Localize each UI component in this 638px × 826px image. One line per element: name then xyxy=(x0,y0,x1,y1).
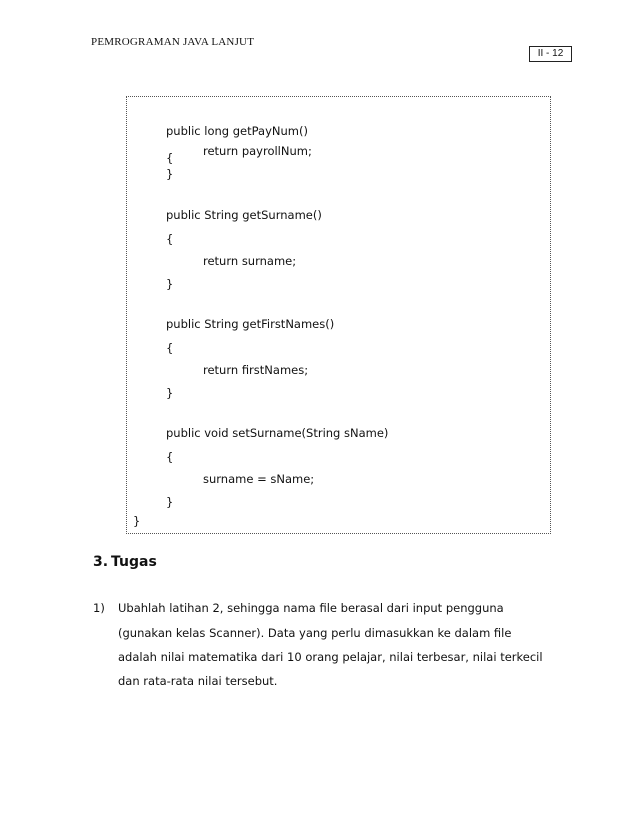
code-line: public String getSurname() xyxy=(166,208,322,222)
code-line: surname = sName; xyxy=(203,472,315,486)
code-line: return firstNames; xyxy=(203,363,309,377)
code-line: { xyxy=(166,232,174,246)
code-line: return surname; xyxy=(203,254,297,268)
section-number: 3. xyxy=(93,554,109,570)
code-line: public void setSurname(String sName) xyxy=(166,426,389,440)
section-title: Tugas xyxy=(111,554,157,570)
code-line: public String getFirstNames() xyxy=(166,317,335,331)
code-line: { xyxy=(166,151,174,165)
task-text-line: Ubahlah latihan 2, sehingga nama file berasal dari input pengguna xyxy=(118,601,504,615)
code-listing-box xyxy=(126,96,551,534)
code-line: } xyxy=(133,514,141,528)
code-line: } xyxy=(166,167,174,181)
code-line: { xyxy=(166,450,174,464)
section-heading xyxy=(93,554,157,570)
task-text-line: (gunakan kelas Scanner). Data yang perlu dimasukkan ke dalam file xyxy=(118,626,512,640)
page-number-badge: II - 12 xyxy=(529,46,572,62)
task-number: 1) xyxy=(93,601,105,615)
task-text-line: adalah nilai matematika dari 10 orang pelajar, nilai terbesar, nilai terkecil xyxy=(118,650,543,664)
task-text-line: dan rata-rata nilai tersebut. xyxy=(118,674,278,688)
code-line: } xyxy=(166,277,174,291)
document-header-title: PEMROGRAMAN JAVA LANJUT xyxy=(91,36,255,48)
code-line: public long getPayNum() xyxy=(166,124,308,138)
code-line: { xyxy=(166,341,174,355)
code-line: return payrollNum; xyxy=(203,144,312,158)
code-line: } xyxy=(166,386,174,400)
code-line: } xyxy=(166,495,174,509)
